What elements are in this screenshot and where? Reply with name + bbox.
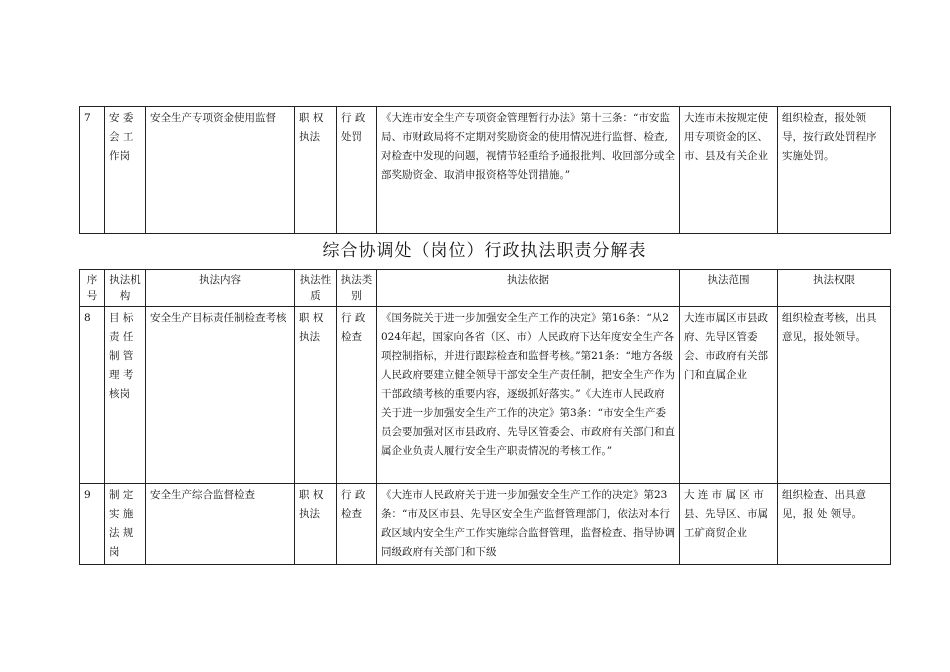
row-number: 8 [80,307,105,484]
table-title: 综合协调处（岗位）行政执法职责分解表 [322,241,647,261]
enforcement-scope: 大连市属区市县政府、先导区管委会、市政府有关部门和直属企业 [680,307,778,484]
enforcement-org: 制 定 实 施 法 规 岗 [105,484,146,565]
enforcement-basis: 《大连市人民政府关于进一步加强安全生产工作的决定》第23条：“市及区市县、先导区安全生产监督管理部门，依法对本行政区域内安全生产工作实施综合监督管理，监督检查、指导协调同级政府有关部门和下级 [377,484,680,565]
enforcement-authority: 组织检查考核，出具意见，报处领导。 [778,307,891,484]
enforcement-content: 安全生产专项资金使用监督 [146,107,295,234]
table-row [80,484,891,565]
enforcement-nature: 职 权 执法 [295,484,337,565]
enforcement-nature: 职 权 执法 [295,107,337,234]
enforcement-basis: 《大连市安全生产专项资金管理暂行办法》第十三条：“市安监局、市财政局将不定期对奖励资金的使用情况进行监督、检查,对检查中发现的问题，视情节轻重给予通报批判、收回部分或全部奖励资金、取消申报资格等处罚措施。” [377,107,680,234]
continued-duty-table [79,106,891,234]
enforcement-scope: 大连市未按规定使用专项资金的区、市、县及有关企业 [680,107,778,234]
enforcement-content: 安全生产目标责任制检查考核 [146,307,295,484]
enforcement-category: 行 政 检查 [337,307,377,484]
header-scope: 执法范围 [680,270,778,307]
enforcement-category: 行 政 处罚 [337,107,377,234]
enforcement-authority: 组织检查、出具意 见，报 处 领导。 [778,484,891,565]
enforcement-basis: 《国务院关于进一步加强安全生产工作的决定》第16条：“从2024年起，国家向各省（区、市）人民政府下达年度安全生产各项控制指标，并进行跟踪检查和监督考核。”第21条：“地方各级人民政府要建立健全领导干部安全生产责任制，把安全生产作为干部政绩考核的重要内容，逐级抓好落实。”《大连市人民政府关于进一步加强安全生产工作的决定》第3条：“市安全生产委员会要加强对区市县政府、先导区管委会、市政府有关部门和直属企业负责人履行安全生产职责情况的考核工作。” [377,307,680,484]
row-number: 9 [80,484,105,565]
enforcement-scope: 大 连 市 属 区 市 县、先导区、市属工矿商贸企业 [680,484,778,565]
enforcement-content: 安全生产综合监督检查 [146,484,295,565]
enforcement-category: 行 政 检查 [337,484,377,565]
header-authority: 执法权限 [778,270,891,307]
enforcement-authority: 组织检查，报处领导，按行政处罚程序实施处罚。 [778,107,891,234]
header-row [80,270,891,307]
table-row [80,307,891,484]
header-org: 执法机构 [105,270,146,307]
header-basis: 执法依据 [377,270,680,307]
header-no: 序号 [80,270,105,307]
enforcement-nature: 职 权 执法 [295,307,337,484]
row-number: 7 [80,107,105,234]
header-nature: 执法性质 [295,270,337,307]
header-category: 执法类别 [337,270,377,307]
enforcement-org: 安 委 会 工 作岗 [105,107,146,234]
duty-decomposition-table [79,269,891,565]
table-row [80,107,891,234]
enforcement-org: 目 标 责 任 制 管 理 考 核岗 [105,307,146,484]
header-content: 执法内容 [146,270,295,307]
